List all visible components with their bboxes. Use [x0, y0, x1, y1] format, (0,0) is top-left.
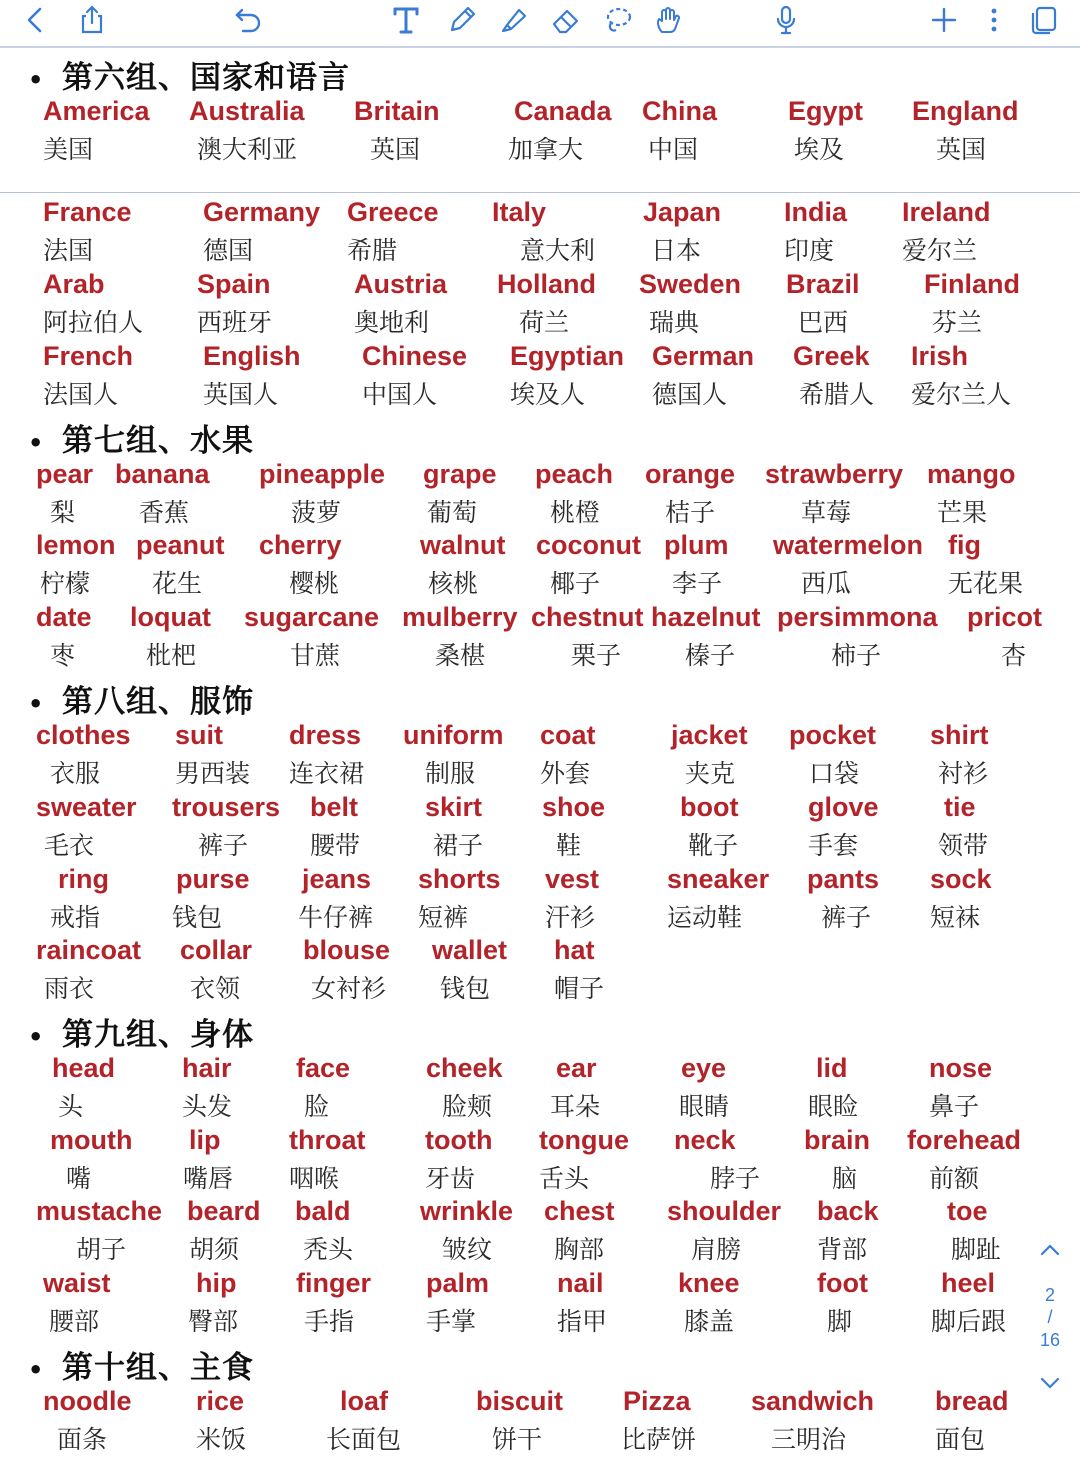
- english-word: shirt: [930, 720, 989, 750]
- chinese-translation: 榛子: [685, 641, 736, 670]
- english-word: beard: [187, 1196, 261, 1226]
- english-word: walnut: [420, 530, 506, 560]
- chinese-translation: 米饭: [196, 1425, 247, 1454]
- english-word: coat: [540, 720, 596, 750]
- chinese-translation: 嘴: [66, 1164, 92, 1193]
- page-down-icon[interactable]: [1030, 1373, 1070, 1398]
- chinese-translation: 芒果: [937, 498, 988, 527]
- bullet-icon: •: [28, 428, 45, 457]
- english-word: nose: [929, 1053, 993, 1083]
- english-word: Holland: [497, 269, 596, 299]
- vocab-row: [0, 1196, 1080, 1268]
- chinese-translation: 希腊: [347, 236, 398, 265]
- english-word: Arab: [43, 269, 105, 299]
- chinese-translation: 椰子: [550, 569, 601, 598]
- english-word: India: [784, 197, 848, 227]
- chinese-translation: 头: [58, 1092, 84, 1121]
- pages-icon[interactable]: [1024, 0, 1064, 40]
- chinese-translation: 手套: [808, 831, 859, 860]
- chinese-translation: 枣: [50, 641, 76, 670]
- english-word: toe: [947, 1196, 988, 1226]
- english-word: chestnut: [531, 602, 644, 632]
- english-word: sneaker: [667, 864, 770, 894]
- english-word: mango: [927, 459, 1016, 489]
- chinese-translation: 口袋: [809, 759, 860, 788]
- chinese-translation: 女衬衫: [311, 974, 387, 1003]
- vocab-row: [0, 864, 1080, 936]
- english-word: purse: [176, 864, 250, 894]
- english-word: Britain: [354, 96, 440, 126]
- english-word: England: [912, 96, 1019, 126]
- english-word: orange: [645, 459, 736, 489]
- chinese-translation: 鞋: [556, 831, 582, 860]
- chinese-translation: 头发: [182, 1092, 233, 1121]
- vocab-row: [0, 602, 1080, 674]
- chinese-translation: 枇杷: [146, 641, 197, 670]
- chinese-translation: 瑞典: [649, 308, 700, 337]
- english-word: trousers: [172, 792, 281, 822]
- undo-icon[interactable]: [228, 0, 268, 40]
- chinese-translation: 脑: [832, 1164, 858, 1193]
- chinese-translation: 裤子: [821, 903, 872, 932]
- chinese-translation: 嘴唇: [183, 1164, 234, 1193]
- chinese-translation: 美国: [43, 135, 94, 164]
- chinese-translation: 阿拉伯人: [43, 308, 144, 337]
- chinese-translation: 核桃: [428, 569, 479, 598]
- section-heading: [28, 676, 254, 721]
- english-word: bread: [935, 1386, 1009, 1416]
- chinese-translation: 牛仔裤: [298, 903, 374, 932]
- eraser-tool-icon[interactable]: [546, 0, 586, 40]
- chinese-translation: 脸: [304, 1092, 330, 1121]
- english-word: belt: [310, 792, 359, 822]
- vocab-row: [0, 197, 1080, 269]
- chinese-translation: 澳大利亚: [197, 135, 298, 164]
- english-word: ear: [556, 1053, 597, 1083]
- chinese-translation: 法国人: [43, 380, 119, 409]
- pen-tool-icon[interactable]: [442, 0, 482, 40]
- chinese-translation: 腰部: [49, 1307, 100, 1336]
- chinese-translation: 膝盖: [684, 1307, 735, 1336]
- english-word: Sweden: [639, 269, 742, 299]
- chinese-translation: 印度: [784, 236, 835, 265]
- vocab-row: [0, 792, 1080, 864]
- chinese-translation: 奥地利: [354, 308, 430, 337]
- chinese-translation: 衬衫: [938, 759, 989, 788]
- chinese-translation: 中国: [648, 135, 699, 164]
- chinese-translation: 连衣裙: [289, 759, 365, 788]
- text-tool-icon[interactable]: [386, 0, 426, 40]
- english-word: mustache: [36, 1196, 163, 1226]
- english-word: Canada: [514, 96, 612, 126]
- chinese-translation: 德国人: [652, 380, 728, 409]
- page-current: 2: [1044, 1285, 1055, 1305]
- english-word: sweater: [36, 792, 137, 822]
- chinese-translation: 运动鞋: [667, 903, 743, 932]
- chinese-translation: 脚趾: [951, 1235, 1002, 1264]
- english-word: Germany: [203, 197, 321, 227]
- english-word: hip: [196, 1268, 237, 1298]
- chinese-translation: 衣领: [190, 974, 241, 1003]
- english-word: cherry: [259, 530, 342, 560]
- vocab-row: [0, 1125, 1080, 1197]
- chinese-translation: 日本: [651, 236, 702, 265]
- vocab-row: [0, 459, 1080, 531]
- chinese-translation: 眼睛: [679, 1092, 730, 1121]
- chinese-translation: 中国人: [362, 380, 438, 409]
- chinese-translation: 桑椹: [435, 641, 486, 670]
- english-word: Greece: [347, 197, 439, 227]
- chinese-translation: 栗子: [571, 641, 622, 670]
- chinese-translation: 英国: [370, 135, 421, 164]
- vocab-row: [0, 1386, 1080, 1458]
- chinese-translation: 衣服: [50, 759, 101, 788]
- hand-gesture-icon[interactable]: [648, 0, 688, 40]
- chinese-translation: 饼干: [492, 1425, 543, 1454]
- english-word: Egypt: [788, 96, 864, 126]
- english-word: back: [817, 1196, 879, 1226]
- english-word: sock: [930, 864, 992, 894]
- english-word: strawberry: [765, 459, 904, 489]
- bullet-icon: •: [28, 65, 45, 94]
- english-word: biscuit: [476, 1386, 564, 1416]
- english-word: uniform: [403, 720, 504, 750]
- english-word: cheek: [426, 1053, 503, 1083]
- english-word: shoe: [542, 792, 606, 822]
- english-word: shorts: [418, 864, 501, 894]
- section-heading: [28, 52, 350, 97]
- english-word: brain: [804, 1125, 871, 1155]
- chinese-translation: 外套: [540, 759, 591, 788]
- english-word: rice: [196, 1386, 245, 1416]
- english-word: clothes: [36, 720, 131, 750]
- english-word: heel: [941, 1268, 996, 1298]
- english-word: boot: [680, 792, 739, 822]
- chinese-translation: 埃及人: [510, 380, 586, 409]
- english-word: nail: [557, 1268, 604, 1298]
- english-word: lid: [816, 1053, 848, 1083]
- section-heading-text: 第九组、身体: [62, 1017, 254, 1053]
- chinese-translation: 腰带: [310, 831, 361, 860]
- english-word: suit: [175, 720, 224, 750]
- chinese-translation: 胡子: [76, 1235, 127, 1264]
- english-word: tie: [944, 792, 976, 822]
- add-icon[interactable]: [924, 0, 964, 40]
- chinese-translation: 三明治: [771, 1425, 847, 1454]
- section-heading-text: 第十组、主食: [62, 1350, 254, 1386]
- chinese-translation: 臀部: [188, 1307, 239, 1336]
- english-word: France: [43, 197, 132, 227]
- back-chevron-icon[interactable]: [16, 0, 56, 40]
- chinese-translation: 甘蔗: [290, 641, 341, 670]
- english-word: ring: [58, 864, 109, 894]
- highlighter-tool-icon[interactable]: [494, 0, 534, 40]
- english-word: Irish: [911, 341, 969, 371]
- chinese-translation: 手指: [304, 1307, 355, 1336]
- chinese-translation: 法国: [43, 236, 94, 265]
- chinese-translation: 短裤: [418, 903, 469, 932]
- english-word: pineapple: [259, 459, 386, 489]
- chinese-translation: 指甲: [557, 1307, 608, 1336]
- chinese-translation: 耳朵: [550, 1092, 601, 1121]
- english-word: Egyptian: [510, 341, 625, 371]
- chinese-translation: 菠萝: [291, 498, 342, 527]
- chinese-translation: 夹克: [685, 759, 736, 788]
- section-heading: [28, 1342, 254, 1387]
- chinese-translation: 秃头: [303, 1235, 354, 1264]
- chinese-translation: 手掌: [426, 1307, 477, 1336]
- chinese-translation: 无花果: [948, 569, 1024, 598]
- english-word: persimmona: [777, 602, 938, 632]
- section-heading-text: 第六组、国家和语言: [62, 60, 350, 96]
- top-toolbar: [0, 0, 1080, 48]
- chinese-translation: 桃橙: [550, 498, 601, 527]
- chinese-translation: 帽子: [554, 974, 605, 1003]
- chinese-translation: 脸颊: [442, 1092, 493, 1121]
- english-word: peach: [535, 459, 614, 489]
- english-word: wrinkle: [420, 1196, 514, 1226]
- chinese-translation: 巴西: [798, 308, 849, 337]
- chinese-translation: 西瓜: [801, 569, 852, 598]
- chinese-translation: 葡萄: [427, 498, 478, 527]
- english-word: China: [642, 96, 718, 126]
- english-word: Austria: [354, 269, 448, 299]
- chinese-translation: 脚后跟: [931, 1307, 1007, 1336]
- bullet-icon: •: [28, 1355, 45, 1384]
- chinese-translation: 短袜: [930, 903, 981, 932]
- chinese-translation: 长面包: [326, 1425, 402, 1454]
- english-word: hat: [554, 935, 595, 965]
- english-word: chest: [544, 1196, 615, 1226]
- chinese-translation: 牙齿: [425, 1164, 476, 1193]
- chinese-translation: 花生: [152, 569, 203, 598]
- chinese-translation: 西班牙: [197, 308, 273, 337]
- chinese-translation: 鼻子: [929, 1092, 980, 1121]
- vocab-row: [0, 935, 1080, 1007]
- english-word: America: [43, 96, 150, 126]
- english-word: bald: [295, 1196, 351, 1226]
- english-word: coconut: [536, 530, 641, 560]
- english-word: watermelon: [773, 530, 924, 560]
- english-word: eye: [681, 1053, 727, 1083]
- english-word: head: [52, 1053, 116, 1083]
- chinese-translation: 雨衣: [44, 974, 95, 1003]
- bullet-icon: •: [28, 1022, 45, 1051]
- english-word: throat: [289, 1125, 366, 1155]
- english-word: skirt: [425, 792, 483, 822]
- page-up-icon[interactable]: [1030, 1240, 1070, 1265]
- english-word: dress: [289, 720, 362, 750]
- chinese-translation: 钱包: [172, 903, 223, 932]
- chinese-translation: 爱尔兰人: [911, 380, 1012, 409]
- chinese-translation: 靴子: [688, 831, 739, 860]
- chinese-translation: 脖子: [710, 1164, 761, 1193]
- chinese-translation: 前额: [929, 1164, 980, 1193]
- chinese-translation: 意大利: [520, 236, 596, 265]
- english-word: Chinese: [362, 341, 468, 371]
- english-word: noodle: [43, 1386, 132, 1416]
- chinese-translation: 舌头: [539, 1164, 590, 1193]
- english-word: Australia: [189, 96, 305, 126]
- english-word: vest: [545, 864, 600, 894]
- page-divider: [0, 192, 1080, 193]
- chinese-translation: 草莓: [801, 498, 852, 527]
- english-word: date: [36, 602, 92, 632]
- vocab-row: [0, 720, 1080, 792]
- english-word: knee: [678, 1268, 740, 1298]
- english-word: French: [43, 341, 134, 371]
- chinese-translation: 埃及: [794, 135, 845, 164]
- vocab-row: [0, 96, 1080, 168]
- english-word: English: [203, 341, 301, 371]
- chinese-translation: 男西装: [175, 759, 251, 788]
- english-word: pocket: [789, 720, 877, 750]
- chinese-translation: 梨: [50, 498, 76, 527]
- section-heading: [28, 415, 254, 460]
- chinese-translation: 面条: [57, 1425, 108, 1454]
- vocab-row: [0, 530, 1080, 602]
- english-word: waist: [43, 1268, 111, 1298]
- english-word: palm: [426, 1268, 490, 1298]
- english-word: loquat: [130, 602, 211, 632]
- english-word: sandwich: [751, 1386, 875, 1416]
- chinese-translation: 英国: [936, 135, 987, 164]
- chinese-translation: 芬兰: [932, 308, 983, 337]
- chinese-translation: 领带: [938, 831, 989, 860]
- english-word: raincoat: [36, 935, 142, 965]
- english-word: face: [296, 1053, 351, 1083]
- chinese-translation: 脚: [827, 1307, 853, 1336]
- english-word: Brazil: [786, 269, 860, 299]
- english-word: wallet: [432, 935, 508, 965]
- chinese-translation: 樱桃: [289, 569, 340, 598]
- english-word: Italy: [492, 197, 547, 227]
- section-heading-text: 第八组、服饰: [62, 684, 254, 720]
- chinese-translation: 荷兰: [519, 308, 570, 337]
- bullet-icon: •: [28, 689, 45, 718]
- vocab-row: [0, 269, 1080, 341]
- vocab-row: [0, 341, 1080, 413]
- english-word: tooth: [425, 1125, 493, 1155]
- chinese-translation: 咽喉: [289, 1164, 340, 1193]
- chinese-translation: 香蕉: [139, 498, 190, 527]
- share-icon[interactable]: [72, 0, 112, 40]
- chinese-translation: 李子: [672, 569, 723, 598]
- chinese-translation: 杏: [1001, 641, 1027, 670]
- english-word: German: [652, 341, 755, 371]
- chinese-translation: 钱包: [440, 974, 491, 1003]
- chinese-translation: 爱尔兰: [902, 236, 978, 265]
- chinese-translation: 英国人: [203, 380, 279, 409]
- chinese-translation: 德国: [203, 236, 254, 265]
- english-word: lip: [189, 1125, 221, 1155]
- page-total: 16: [1039, 1330, 1061, 1350]
- microphone-icon[interactable]: [766, 0, 806, 40]
- chinese-translation: 桔子: [665, 498, 716, 527]
- chinese-translation: 汗衫: [545, 903, 596, 932]
- english-word: loaf: [340, 1386, 389, 1416]
- english-word: mulberry: [402, 602, 518, 632]
- section-heading: [28, 1009, 254, 1054]
- chinese-translation: 毛衣: [44, 831, 95, 860]
- english-word: forehead: [907, 1125, 1022, 1155]
- chinese-translation: 柠檬: [40, 569, 91, 598]
- english-word: fig: [948, 530, 981, 560]
- section-heading-text: 第七组、水果: [62, 423, 254, 459]
- lasso-tool-icon[interactable]: [598, 0, 638, 40]
- english-word: pear: [36, 459, 94, 489]
- english-word: grape: [423, 459, 497, 489]
- more-icon[interactable]: [974, 0, 1014, 40]
- english-word: pricot: [967, 602, 1043, 632]
- english-word: pants: [807, 864, 880, 894]
- chinese-translation: 加拿大: [508, 135, 584, 164]
- english-word: Finland: [924, 269, 1020, 299]
- english-word: Ireland: [902, 197, 991, 227]
- english-word: mouth: [50, 1125, 133, 1155]
- english-word: Japan: [643, 197, 722, 227]
- english-word: Greek: [793, 341, 870, 371]
- chinese-translation: 面包: [935, 1425, 986, 1454]
- chinese-translation: 比萨饼: [621, 1425, 697, 1454]
- english-word: blouse: [303, 935, 391, 965]
- english-word: Spain: [197, 269, 271, 299]
- chinese-translation: 皱纹: [442, 1235, 493, 1264]
- english-word: hair: [182, 1053, 232, 1083]
- english-word: peanut: [136, 530, 225, 560]
- vocab-row: [0, 1053, 1080, 1125]
- english-word: Pizza: [623, 1386, 691, 1416]
- english-word: neck: [674, 1125, 736, 1155]
- english-word: plum: [664, 530, 729, 560]
- english-word: shoulder: [667, 1196, 782, 1226]
- page-separator: /: [1047, 1307, 1053, 1327]
- chinese-translation: 裙子: [433, 831, 484, 860]
- english-word: tongue: [539, 1125, 629, 1155]
- english-word: lemon: [36, 530, 116, 560]
- chinese-translation: 背部: [817, 1235, 868, 1264]
- english-word: glove: [808, 792, 879, 822]
- chinese-translation: 肩膀: [691, 1235, 742, 1264]
- english-word: hazelnut: [651, 602, 761, 632]
- chinese-translation: 裤子: [198, 831, 249, 860]
- english-word: collar: [180, 935, 253, 965]
- english-word: finger: [296, 1268, 372, 1298]
- english-word: banana: [115, 459, 210, 489]
- chinese-translation: 希腊人: [799, 380, 875, 409]
- english-word: foot: [817, 1268, 868, 1298]
- chinese-translation: 制服: [425, 759, 476, 788]
- chinese-translation: 胡须: [189, 1235, 240, 1264]
- english-word: sugarcane: [244, 602, 380, 632]
- chinese-translation: 胸部: [554, 1235, 605, 1264]
- chinese-translation: 眼睑: [808, 1092, 859, 1121]
- english-word: jeans: [302, 864, 372, 894]
- english-word: jacket: [671, 720, 748, 750]
- vocab-row: [0, 1268, 1080, 1340]
- chinese-translation: 戒指: [50, 903, 101, 932]
- chinese-translation: 柿子: [831, 641, 882, 670]
